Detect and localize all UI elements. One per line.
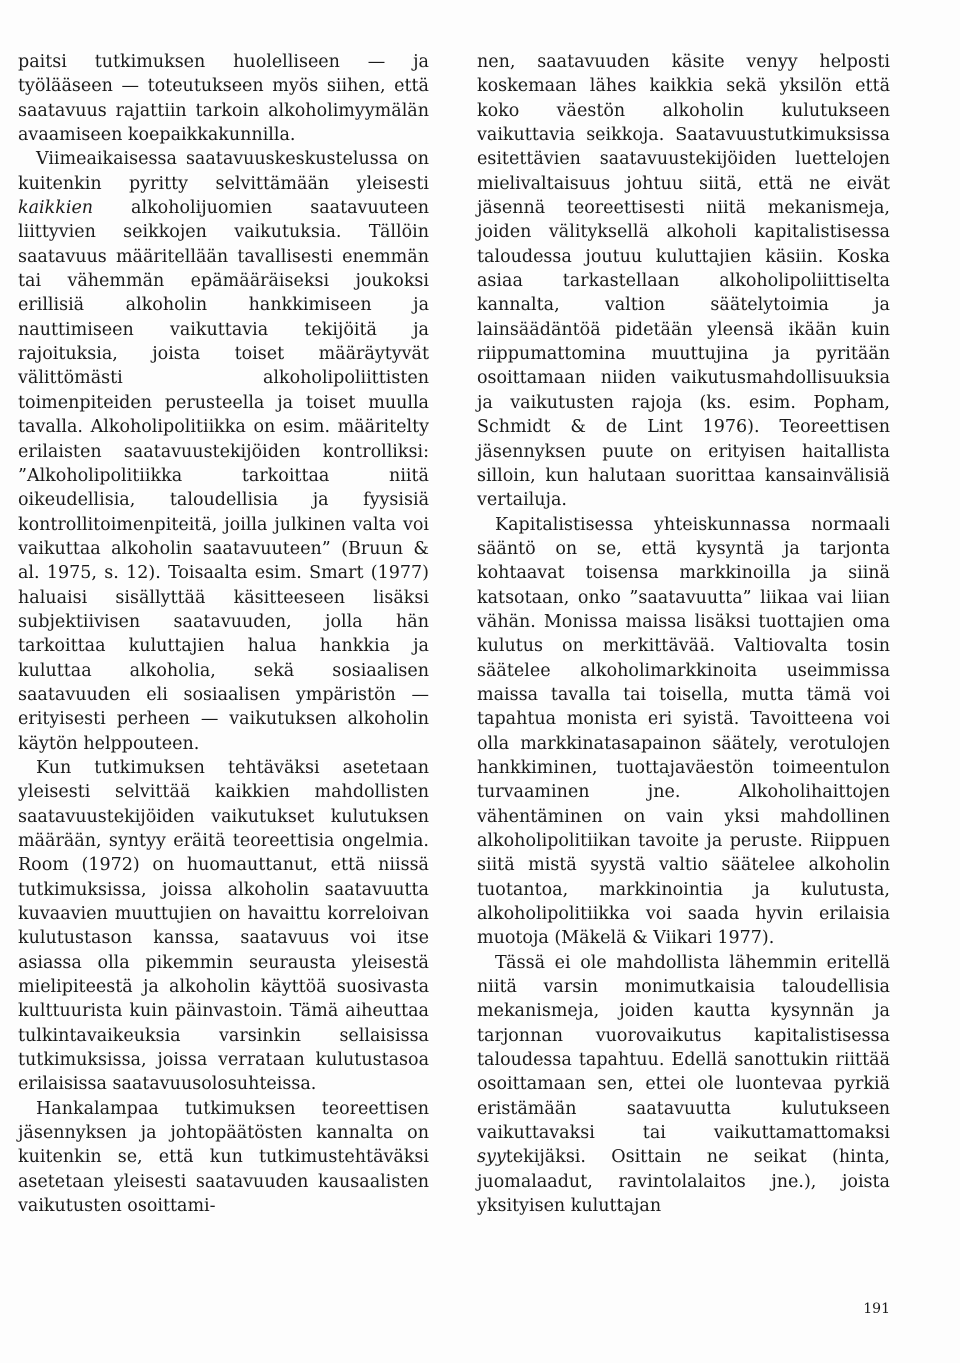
paragraph-text: tekijäksi. Osittain ne seikat (hinta, juomalaadut, ravintolalaitos jne.), joista yksityisen kuluttajan <box>477 1147 890 1217</box>
emphasis-text: syy <box>477 1147 506 1168</box>
paragraph-text: Tässä ei ole mahdollista lähemmin eritellä niitä varsin monimutkaisia taloudellisia mekanismeja, joiden kautta kysynnän ja tarjonnan vuorovaikutus kapitalistisessa taloudessa tapahtuu. Edellä sanottukin riittää osoittamaan sen, ettei ole luontevaa pyrkiä eristämään saatavuutta kulutukseen vaikuttavaksi tai vaikuttamattomaksi <box>477 952 890 1144</box>
right-column <box>477 50 890 1219</box>
page-number: 191 <box>863 1301 890 1317</box>
paragraph <box>18 147 429 756</box>
left-column <box>18 50 429 1219</box>
paragraph-text: Viimeaikaisessa saatavuuskeskustelussa on kuitenkin pyritty selvittämään yleisesti <box>18 149 429 194</box>
paragraph: nen, saatavuuden käsite venyy helposti koskemaan lähes kaikkia sekä yksilön että koko väestön alkoholin kulutukseen vaikuttavia seikkoja. Saatavuustutkimuksissa esitettävien saatavuustekijöiden luettelojen mielivaltaisuus johtuu siitä, että ne eivät jäsennä teoreettisesti niitä mekanismeja, joiden välityksellä alkoholi kapitalistisessa taloudessa joutuu kuluttajien käsiin. Koska asiaa tarkastellaan alkoholipoliittiselta kannalta, valtion säätelytoimia ja lainsäädäntöä pidetään yleensä ikään kuin riippumattomina muuttujina ja pyritään osoittamaan niiden vaikutusmahdollisuuksia ja vaikutusten rajoja (ks. esim. Popham, Schmidt & de Lint 1976). Teoreettisen jäsennyksen puute on erityisen haitallista silloin, kun halutaan suorittaa kansainvälisiä vertailuja. <box>477 52 890 511</box>
paragraph-text: alkoholijuomien saatavuuteen liittyvien seikkojen vaikutuksia. Tällöin saatavuus määritellään tavallisesti enemmän tai vähemmän epämääräiseksi joukoksi erillisiä alkoholin hankkimiseen ja nauttimiseen vaikuttavia tekijöitä ja rajoituksia, joista toiset määräytyvät välittömästi alkoholipoliittisten toimenpiteiden perusteella ja toiset muulla tavalla. Alkoholipolitiikka on esim. määritelty erilaisten saatavuustekijöiden kontrolliksi: ”Alkoholipolitiikka tarkoittaa niitä oikeudellisia, taloudellisia ja fyysisiä kontrollitoimenpiteitä, joilla julkinen valta voi vaikuttaa alkoholin saatavuuteen” (Bruun & al. 1975, s. 12). Toisaalta esim. Smart (1977) haluaisi sisällyttää käsitteeseen lisäksi subjektiivisen saatavuuden, jolla hän tarkoittaa kuluttajien halua hankkia ja kuluttaa alkoholia, sekä sosiaalisen saatavuuden eli sosiaalisen ympäristön — erityisesti perheen — vaikutuksen alkoholin käytön helppouteen. <box>18 198 429 754</box>
paragraph: Hankalampaa tutkimuksen teoreettisen jäsennyksen ja johtopäätösten kannalta on kuitenkin se, että kun tutkimustehtäväksi asetetaan yleisesti saatavuuden kausaalisten vaikutusten osoittami- <box>18 1098 429 1217</box>
paragraph: Kun tutkimuksen tehtäväksi asetetaan yleisesti selvittää kaikkien mahdollisten saatavuustekijöiden vaikutukset kulutuksen määrään, syntyy eräitä teoreettisia ongelmia. Room (1972) on huomauttanut, että niissä tutkimuksissa, joissa alkoholin saatavuutta kuvaavien muuttujien on havaittu korreloivan kulutustason kanssa, saatavuus voi itse asiassa olla pikemmin seurausta yleisestä mielipiteestä ja alkoholin käyttöä suosivasta kulttuurista kuin päinvastoin. Tämä aiheuttaa tulkintavaikeuksia varsinkin sellaisissa tutkimuksissa, joissa verrataan kulutustasoa erilaisissa saatavuusolosuhteissa. <box>18 757 429 1095</box>
paragraph: Kapitalistisessa yhteiskunnassa normaali sääntö on se, että kysyntä ja tarjonta kohtaavat toisensa markkinoilla ja siinä katsotaan, onko ”saatavuutta” liikaa vai liian vähän. Monissa maissa lisäksi tuottajien oma kulutus on merkittävää. Valtiovalta tosin säätelee alkoholimarkkinoita useimmissa maissa tavalla tai toisella, mutta tämä voi tapahtua monista eri syistä. Tavoitteena voi olla markkinatasapainon säätely, verotulojen hankkiminen, tuottajaväestön toimeentulon turvaaminen jne. Alkoholihaittojen vähentäminen on vain yksi mahdollinen alkoholipolitiikan tavoite ja peruste. Riippuen siitä mistä syystä valtio säätelee alkoholin tuotantoa, markkinointia ja kulutusta, alkoholipolitiikka voi saada hyvin erilaisia muotoja (Mäkelä & Viikari 1977). <box>477 514 890 949</box>
paragraph: paitsi tutkimuksen huolelliseen — ja työlääseen — toteutukseen myös siihen, että saatavuus rajattiin tarkoin alkoholimyymälän avaamiseen koepaikkakunnilla. <box>18 52 429 146</box>
emphasis-text: kaikkien <box>18 198 94 219</box>
paragraph <box>477 951 890 1219</box>
